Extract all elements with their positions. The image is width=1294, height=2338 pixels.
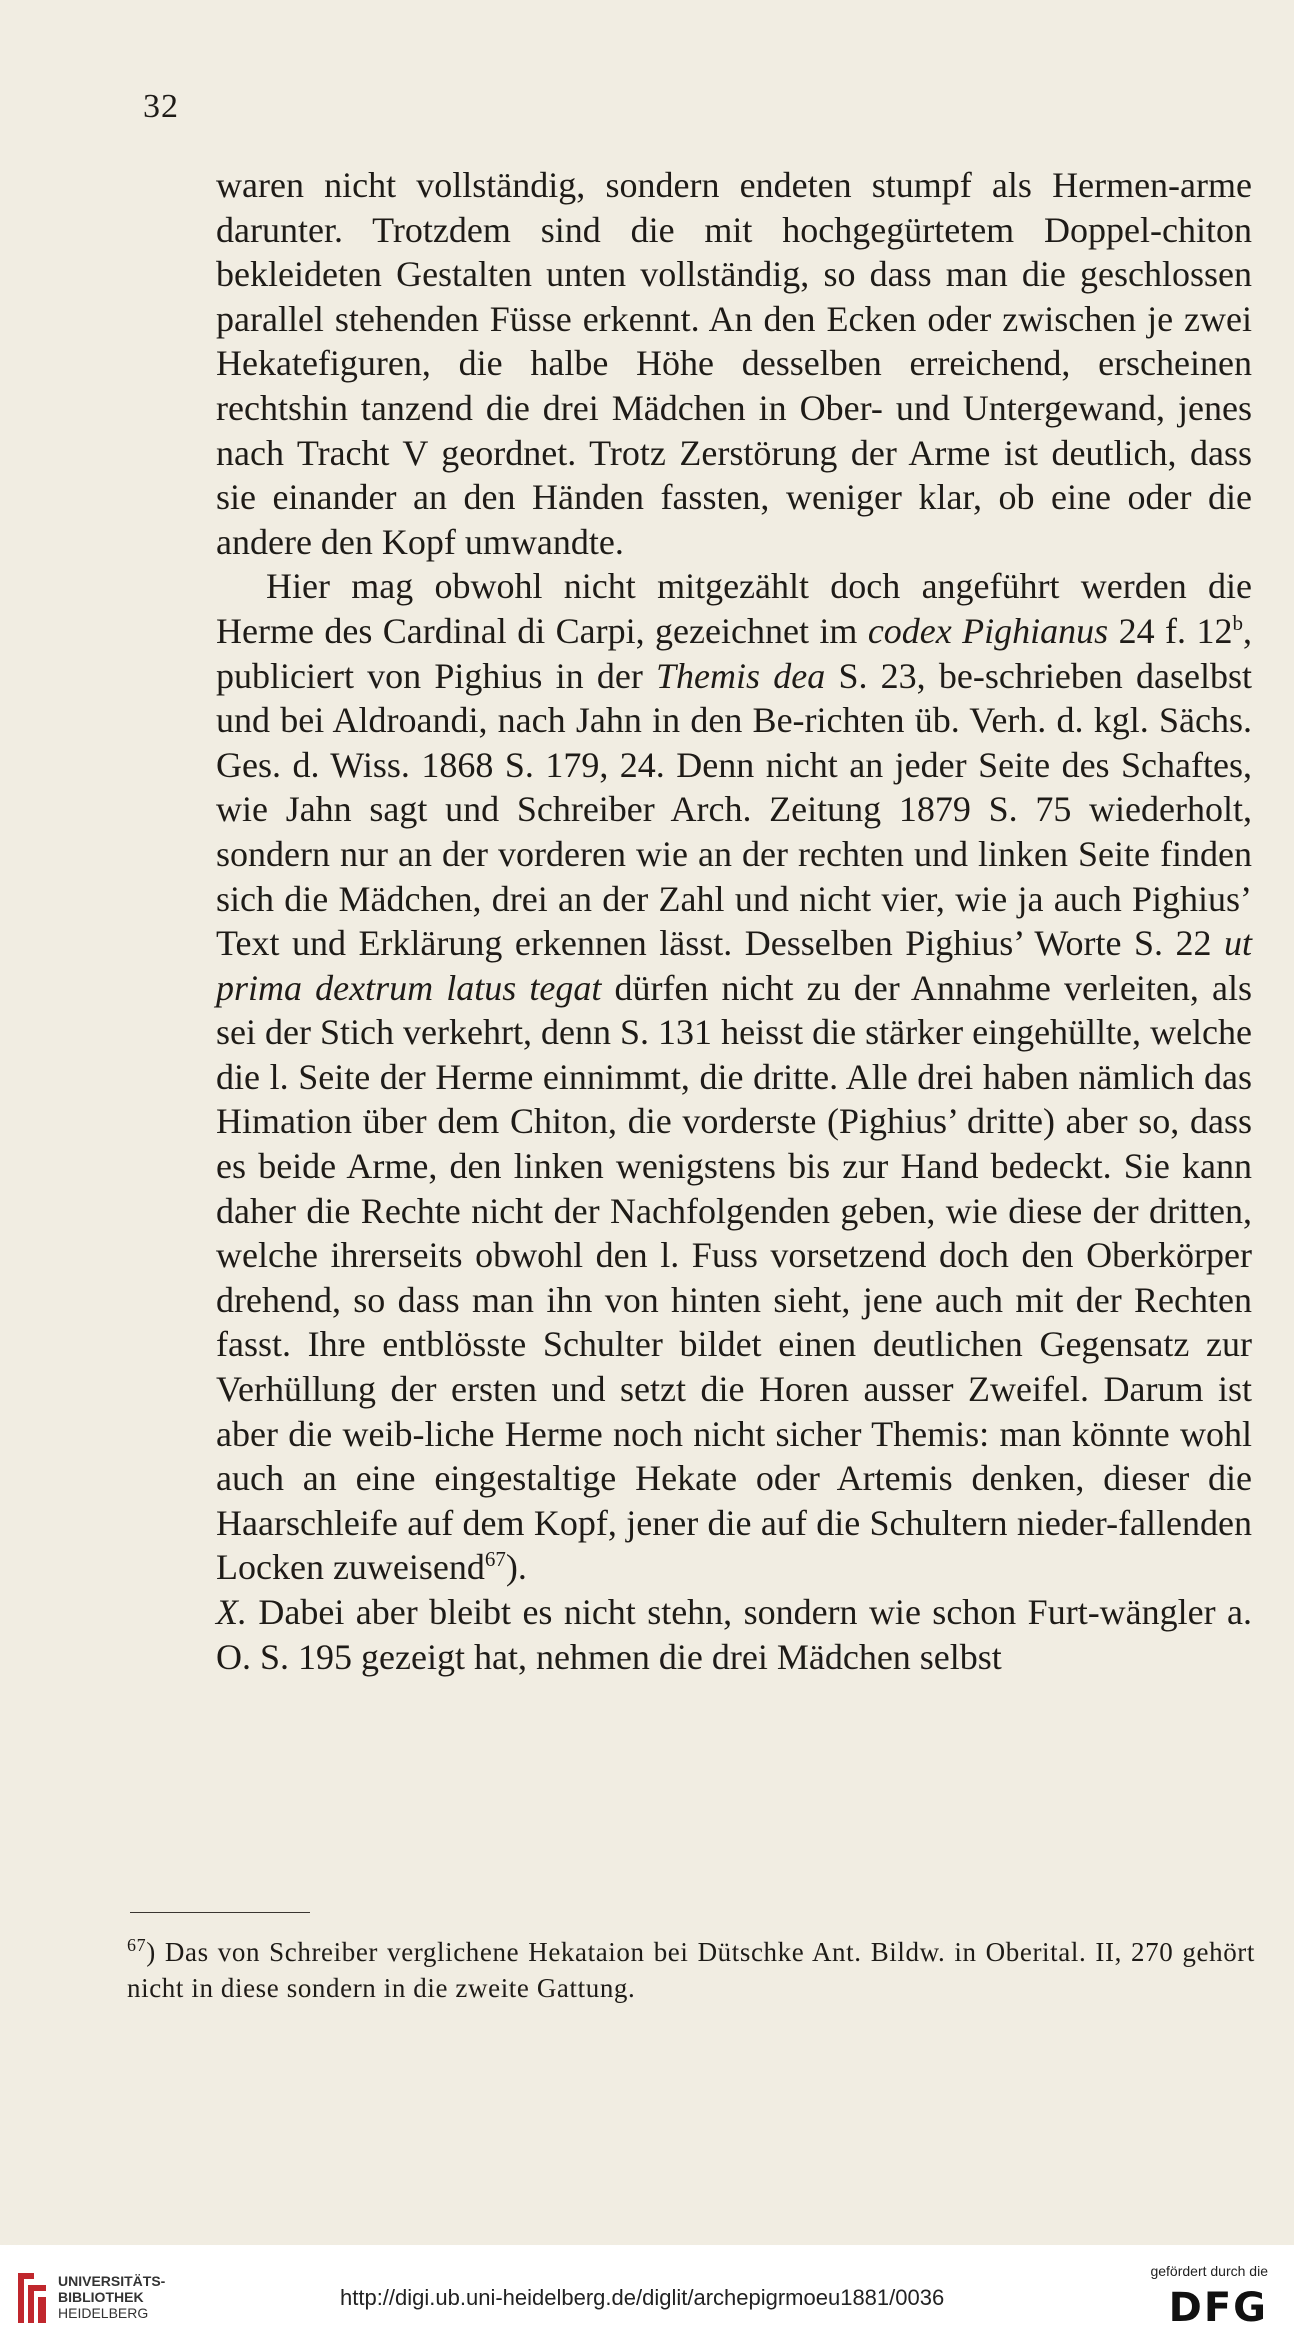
body-text: [216, 163, 1252, 1679]
text-run: S. 23, be-schrieben daselbst und bei Aldroandi, nach Jahn in den Be-richten üb. Verh. d. kgl. Sächs. Ges. d. Wiss. 1868 S. 179, 24. Denn nicht an jeder Seite des Schaftes, wie Jahn sagt und Schreiber Arch. Zeitung 1879 S. 75 wiederholt, sondern nur an der vorderen wie an der rechten und linken Seite finden sich die Mädchen, drei an der Zahl und nicht vier, wie ja auch Pighius’ Text und Erklärung erkennen lässt. Desselben Pighius’ Worte S. 22: [216, 655, 1252, 964]
text-run: Dabei aber bleibt es nicht stehn, sondern wie schon Furt-wängler a. O. S. 195 gezeigt hat, nehmen die drei Mädchen selbst: [216, 1592, 1252, 1677]
university-library-logo-icon: [14, 2269, 50, 2327]
footnote: [127, 1934, 1255, 2006]
footnote-rule: [130, 1912, 310, 1913]
italic-run: ut prima dextrum latus tegat: [216, 923, 1252, 1008]
text-run: ).: [505, 1547, 527, 1588]
footnote-text: ) Das von Schreiber verglichene Hekataion bei Dütschke Ant. Bildw. in Oberital. II, 270 gehört nicht in diese sondern in die zweite Gattung.: [127, 1937, 1255, 2003]
library-name-line-1: UNIVERSITÄTS-: [58, 2273, 166, 2289]
text-run: dürfen nicht zu der Annahme verleiten, als sei der Stich verkehrt, denn S. 131 heisst die stärker eingehüllte, welche die l. Seite der Herme einnimmt, die dritte. Alle drei haben nämlich das Himation über dem Chiton, die vorderste (Pighius’ dritte) aber so, dass es beide Arme, den linken wenigstens bis zur Hand bedeckt. Sie kann daher die Rechte nicht der Nachfolgenden geben, wie diese der dritten, welche ihrerseits obwohl den l. Fuss vorsetzend doch den Oberkörper drehend, so dass man ihn von hinten sieht, jene auch mit der Rechten fasst. Ihre entblösste Schulter bildet einen deutlichen Gegensatz zur Verhüllung der ersten und setzt die Horen ausser Zweifel. Darum ist aber die weib-liche Herme noch nicht sicher Themis: man könnte wohl auch an eine eingestaltige Hekate oder Artemis denken, dieser die Haarschleife auf dem Kopf, jener die auf die Schultern nieder-fallenden Locken zuweisend: [216, 967, 1252, 1588]
footnote-number: 67: [127, 1935, 147, 1955]
paragraph-3: [216, 1590, 1252, 1679]
text-run: , publiciert von Pighius in der: [216, 610, 1252, 696]
funded-by-label: gefördert durch die: [1150, 2263, 1268, 2279]
digitization-footer: [0, 2245, 1294, 2338]
paragraph-2: [216, 564, 1252, 1590]
text-run: 24 f. 12: [1108, 610, 1233, 651]
permalink-url[interactable]: http://digi.ub.uni-heidelberg.de/diglit/archepigrmoeu1881/0036: [340, 2285, 945, 2310]
superscript-run: b: [1232, 610, 1243, 635]
superscript-run: 67: [484, 1547, 506, 1572]
italic-run: X.: [216, 1592, 247, 1632]
page-number: 32: [143, 88, 179, 125]
paragraph-1: waren nicht vollständig, sondern endeten stumpf als Hermen-arme darunter. Trotzdem sind die mit hochgegürtetem Doppel-chiton bekleideten Gestalten unten vollständig, so dass man die geschlossen parallel stehenden Füsse erkennt. An den Ecken oder zwischen je zwei Hekatefiguren, die halbe Höhe desselben erreichend, erscheinen rechtshin tanzend die drei Mädchen in Ober- und Untergewand, jenes nach Tracht V geordnet. Trotz Zerstörung der Arme ist deutlich, dass sie einander an den Händen fassten, weniger klar, ob eine oder die andere den Kopf umwandte.: [216, 165, 1252, 562]
library-name: [58, 2273, 165, 2321]
library-name-line-2: BIBLIOTHEK: [58, 2289, 144, 2305]
italic-run: codex Pighianus: [867, 610, 1109, 651]
dfg-logo: DFG: [1168, 2285, 1268, 2331]
text-run: Hier mag obwohl nicht mitgezählt doch angeführt werden die Herme des Cardinal di Carpi, gezeichnet im: [216, 566, 1252, 651]
library-name-line-3: HEIDELBERG: [58, 2305, 149, 2321]
italic-run: Themis dea: [656, 655, 826, 696]
